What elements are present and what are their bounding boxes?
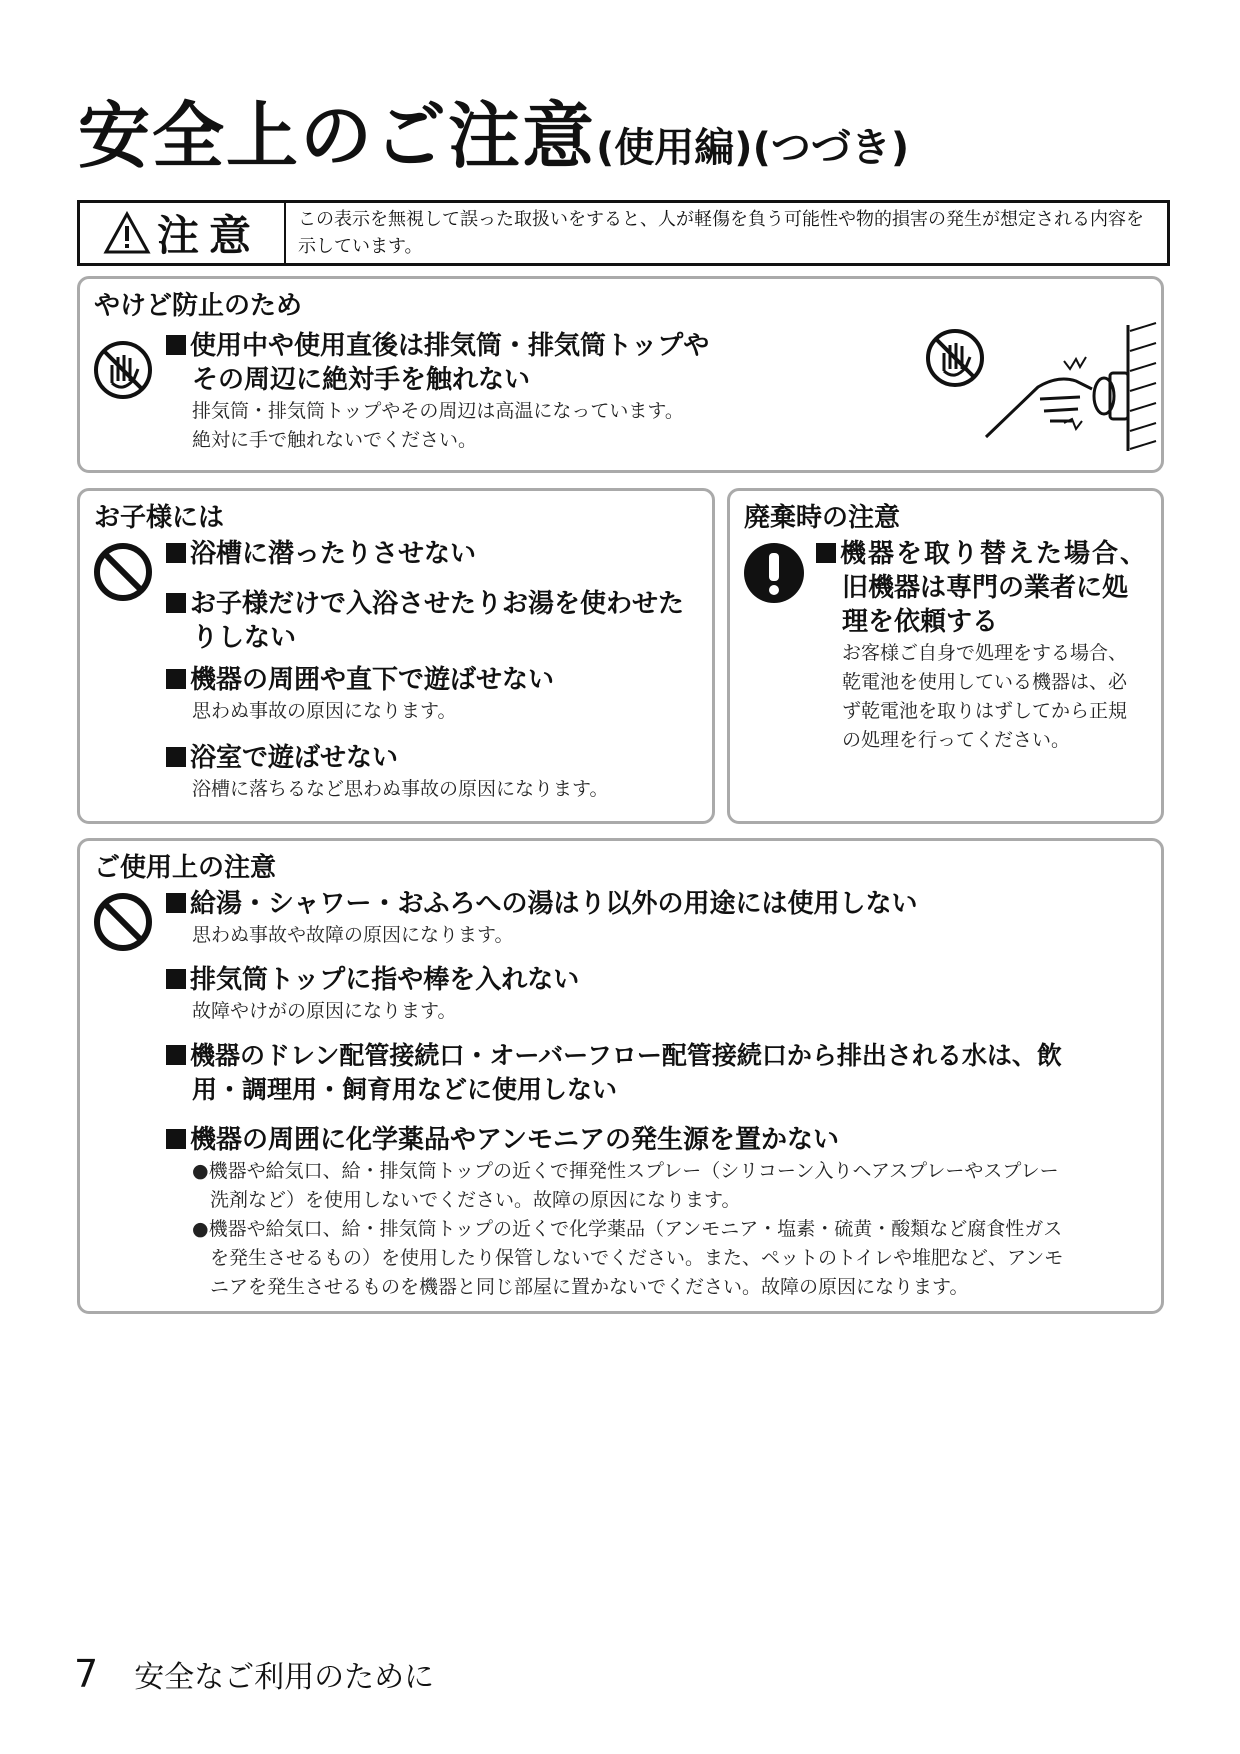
disposal-head-2: 旧機器は専門の業者に処	[842, 573, 1129, 603]
children-item-2	[166, 587, 706, 655]
disposal-item	[816, 537, 1156, 755]
no-touch-hand-icon	[92, 339, 154, 401]
disposal-body-4: の処理を行ってください。	[842, 729, 1071, 751]
usage-item-2	[166, 963, 1156, 1026]
usage-item-2-body: 故障やけがの原因になります。	[192, 1000, 457, 1022]
burn-item	[166, 329, 866, 455]
disposal-head-3: 理を依頼する	[842, 607, 999, 637]
usage-bullet-1-line-2: 洗剤など）を使用しないでください。故障の原因になります。	[210, 1189, 741, 1211]
burn-item-body-2: 絶対に手で触れないでください。	[192, 429, 478, 451]
usage-bullet-2-line-1: ●機器や給気口、給・排気筒トップの近くで化学薬品（アンモニア・塩素・硫黄・酸類など腐食性ガス	[192, 1218, 1063, 1240]
hand-touching-exhaust-illustration	[980, 321, 1160, 461]
disposal-section	[727, 488, 1164, 824]
page-title	[78, 78, 909, 182]
usage-bullet-2-line-2: を発生させるもの）を使用したり保管しないでください。また、ペットのトイレや堆肥など、アンモ	[210, 1247, 1064, 1269]
children-item-4-body: 浴槽に落ちるなど思わぬ事故の原因になります。	[192, 778, 609, 800]
usage-item-3-head-1: 機器のドレン配管接続口・オーバーフロー配管接続口から排出される水は、飲	[190, 1041, 1062, 1070]
burn-item-head-2: その周辺に絶対手を触れない	[192, 365, 531, 395]
children-section-heading: お子様には	[94, 503, 225, 533]
usage-item-1	[166, 887, 1156, 950]
disposal-head-1: 機器を取り替えた場合、	[840, 539, 1149, 569]
usage-item-1-head: 給湯・シャワー・おふろへの湯はり以外の用途には使用しない	[190, 889, 918, 919]
disposal-section-heading: 廃棄時の注意	[744, 503, 901, 533]
disposal-body-2: 乾電池を使用している機器は、必	[842, 671, 1128, 693]
title-main: 安全上のご注意	[78, 94, 597, 178]
burn-item-head-1: 使用中や使用直後は排気筒・排気筒トップや	[190, 331, 710, 361]
children-section	[77, 488, 715, 824]
usage-section	[77, 838, 1164, 1314]
usage-item-3	[166, 1039, 1156, 1107]
footer-label: 安全なご利用のために	[134, 1660, 435, 1695]
children-item-3-body: 思わぬ事故の原因になります。	[192, 700, 457, 722]
no-touch-hand-icon	[924, 327, 986, 389]
children-item-4	[166, 741, 706, 804]
usage-item-3-head-2: 用・調理用・飼育用などに使用しない	[192, 1075, 618, 1104]
warning-triangle-icon	[103, 211, 151, 255]
children-item-1	[166, 537, 706, 571]
prohibited-icon	[92, 891, 154, 953]
usage-bullet-1-line-1: ●機器や給気口、給・排気筒トップの近くで揮発性スプレー（シリコーン入りヘアスプレーやスプレー	[192, 1160, 1059, 1182]
usage-item-2-head: 排気筒トップに指や棒を入れない	[190, 965, 580, 995]
children-item-1-head: 浴槽に潜ったりさせない	[190, 539, 477, 569]
usage-item-4-head: 機器の周囲に化学薬品やアンモニアの発生源を置かない	[190, 1125, 839, 1155]
title-sub-continued: (つづき)	[752, 125, 910, 171]
burn-item-body-1: 排気筒・排気筒トップやその周辺は高温になっています。	[192, 400, 684, 422]
children-item-4-head: 浴室で遊ばせない	[190, 743, 399, 773]
caution-banner	[77, 200, 1170, 266]
caution-label-box	[80, 203, 286, 263]
title-sub-usage: (使用編)	[596, 125, 753, 171]
burn-section-heading: やけど防止のため	[94, 291, 303, 321]
caution-text: この表示を無視して誤った取扱いをすると、人が軽傷を負う可能性や物的損害の発生が想定される内容を示しています。	[298, 209, 1144, 257]
disposal-body-3: ず乾電池を取りはずしてから正規	[842, 700, 1128, 722]
caution-label: 注意	[156, 211, 261, 260]
children-item-3-head: 機器の周囲や直下で遊ばせない	[190, 665, 555, 695]
usage-section-heading: ご使用上の注意	[94, 853, 277, 883]
page-footer	[74, 1652, 434, 1696]
exclamation-icon	[742, 541, 806, 605]
usage-bullet-2-line-3: ニアを発生させるものを機器と同じ部屋に置かないでください。故障の原因になります。	[210, 1276, 969, 1298]
disposal-body-1: お客様ご自身で処理をする場合、	[842, 642, 1128, 664]
usage-item-1-body: 思わぬ事故や故障の原因になります。	[192, 924, 514, 946]
page-number: 7	[74, 1652, 99, 1696]
children-item-3	[166, 663, 706, 726]
children-item-2-head-2: りしない	[192, 623, 297, 653]
burn-prevention-section	[77, 276, 1164, 473]
prohibited-icon	[92, 541, 154, 603]
usage-item-4	[166, 1123, 1156, 1302]
children-item-2-head-1: お子様だけで入浴させたりお湯を使わせた	[190, 589, 685, 619]
